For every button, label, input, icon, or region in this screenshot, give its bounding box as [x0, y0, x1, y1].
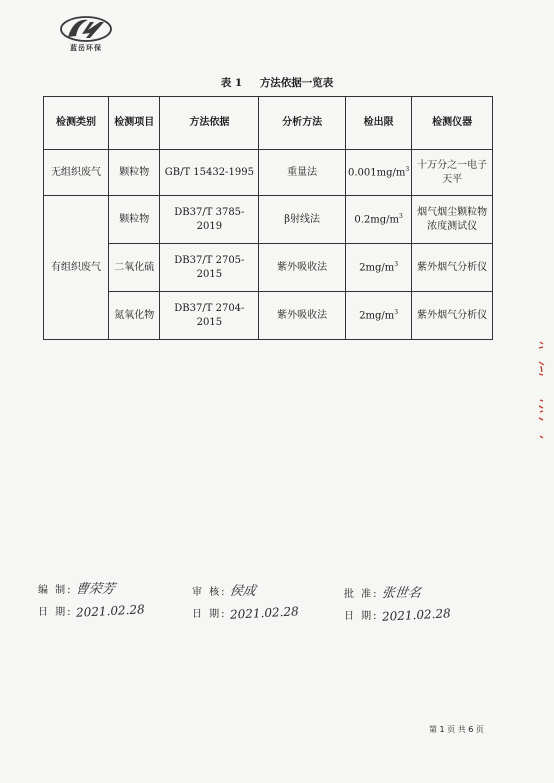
approved-date: 2021.02.28 — [381, 606, 451, 624]
reviewed-signature — [192, 580, 298, 620]
methods-table — [43, 96, 493, 340]
table-number: 表 1 — [220, 77, 243, 89]
reviewed-date-label: 日 期: — [192, 609, 227, 620]
cell-item: 颗粒物 — [109, 150, 160, 196]
cell-limit — [345, 292, 411, 340]
limit-value: 0.001mg/m — [347, 166, 406, 178]
limit-value: 2mg/m — [359, 261, 395, 273]
approved-label: 批 准: — [344, 589, 379, 600]
cell-limit — [345, 244, 411, 292]
logo-text: 蓝岳环保 — [70, 44, 102, 52]
compiled-date: 2021.02.28 — [75, 602, 145, 620]
reviewed-date: 2021.02.28 — [229, 604, 299, 622]
cell-item: 二氧化硫 — [109, 244, 160, 292]
table-caption: 方法依据一览表 — [259, 77, 334, 89]
cell-limit — [345, 196, 411, 244]
logo-mark-icon — [60, 16, 112, 42]
table-row — [44, 292, 493, 340]
page-number: 第 1 页 共 6 页 — [429, 725, 484, 734]
compiled-date-label: 日 期: — [38, 607, 73, 618]
cell-basis: GB/T 15432-1995 — [160, 150, 259, 196]
cell-instrument: 十万分之一电子天平 — [412, 150, 493, 196]
seal-edge-marks — [537, 340, 547, 450]
cell-basis: DB37/T 2705-2015 — [160, 244, 259, 292]
cell-basis: DB37/T 2704-2015 — [160, 292, 259, 340]
limit-exponent: 3 — [394, 308, 399, 316]
cell-instrument: 烟气烟尘颗粒物浓度测试仪 — [412, 196, 493, 244]
limit-value: 0.2mg/m — [354, 213, 399, 225]
compiled-signature — [38, 578, 144, 618]
limit-exponent: 3 — [398, 212, 403, 220]
compiled-label: 编 制: — [38, 585, 73, 596]
cell-method: β射线法 — [259, 196, 346, 244]
approved-signature — [344, 582, 450, 622]
compiled-name: 曹荣芳 — [74, 582, 116, 597]
table-row — [44, 244, 493, 292]
cell-method: 紫外吸收法 — [259, 244, 346, 292]
header-item: 检测项目 — [109, 97, 160, 150]
cell-category: 有组织废气 — [44, 196, 109, 340]
cell-instrument: 紫外烟气分析仪 — [412, 244, 493, 292]
company-logo — [56, 16, 116, 53]
reviewed-label: 审 核: — [192, 587, 227, 598]
cell-method: 重量法 — [259, 150, 346, 196]
table-title — [0, 75, 554, 90]
cell-instrument: 紫外烟气分析仪 — [412, 292, 493, 340]
cell-category: 无组织废气 — [44, 150, 109, 196]
header-category: 检测类别 — [44, 97, 109, 150]
header-limit: 检出限 — [345, 97, 411, 150]
table-header-row — [44, 97, 493, 150]
cell-limit — [345, 150, 411, 196]
header-method: 分析方法 — [259, 97, 346, 150]
cell-item: 颗粒物 — [109, 196, 160, 244]
table-row — [44, 150, 493, 196]
limit-value: 2mg/m — [359, 309, 395, 321]
approved-name: 张世名 — [380, 586, 422, 601]
header-basis: 方法依据 — [160, 97, 259, 150]
cell-item: 氮氧化物 — [109, 292, 160, 340]
header-instrument: 检测仪器 — [412, 97, 493, 150]
cell-method: 紫外吸收法 — [259, 292, 346, 340]
reviewed-name: 侯成 — [228, 584, 257, 599]
table-row — [44, 196, 493, 244]
cell-basis: DB37/T 3785-2019 — [160, 196, 259, 244]
limit-exponent: 3 — [405, 165, 410, 173]
approved-date-label: 日 期: — [344, 611, 379, 622]
limit-exponent: 3 — [394, 260, 399, 268]
